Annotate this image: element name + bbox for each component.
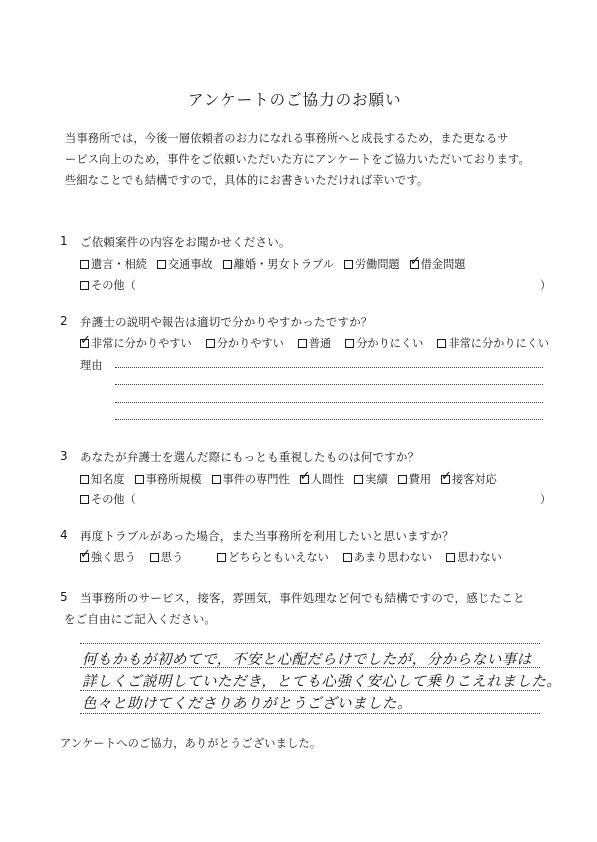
option-label: 費用 (408, 473, 432, 486)
question-number: 2 (60, 314, 68, 328)
reason-line[interactable] (115, 384, 543, 385)
reason-label: 理由 (80, 359, 103, 372)
other-label: その他（ (91, 279, 136, 292)
option-label: 交通事故 (167, 258, 213, 271)
checkbox[interactable] (150, 553, 159, 562)
checkbox-checked[interactable] (300, 475, 309, 484)
question-3-text: あなたが弁護士を選んだ際にもっとも重視したものは何ですか？ (80, 450, 420, 464)
option-label: 思わない (457, 551, 502, 564)
checkbox-checked[interactable] (80, 339, 89, 348)
question-4-options (80, 549, 512, 565)
question-number: 1 (60, 234, 68, 248)
option-agree[interactable] (150, 549, 183, 565)
option-label: 非常に分かりにくい (448, 337, 550, 350)
option-debt[interactable] (410, 256, 466, 272)
option-label: 事件の専門性 (222, 473, 290, 486)
checkbox[interactable] (80, 260, 89, 269)
other-label: その他（ (91, 493, 136, 506)
checkbox[interactable] (157, 260, 166, 269)
question-number: 3 (60, 449, 68, 463)
option-label: 強く思う (91, 551, 136, 564)
checkbox[interactable] (345, 339, 354, 348)
question-4-text: 再度トラブルがあった場合，また当事務所を利用したいと思いますか？ (80, 529, 454, 543)
option-label: 労働問題 (354, 258, 400, 271)
answer-line[interactable] (80, 713, 540, 714)
option-strongly-disagree[interactable] (446, 549, 502, 565)
option-label: 分かりやすい (216, 337, 284, 350)
option-expertise[interactable] (212, 471, 290, 487)
checkbox[interactable] (80, 475, 89, 484)
closing-text: アンケートへのご協力，ありがとうございました。 (60, 737, 322, 750)
checkbox[interactable] (437, 339, 446, 348)
checkbox[interactable] (223, 260, 232, 269)
option-neutral[interactable] (217, 549, 329, 565)
option-label: 離婚・男女トラブル (233, 258, 334, 271)
question-3-options (80, 471, 507, 487)
page-title: アンケートのご協力のお願い (188, 91, 402, 109)
option-disagree[interactable] (343, 549, 432, 565)
option-label: 非常に分かりやすい (91, 337, 192, 350)
checkbox[interactable] (80, 495, 89, 504)
question-1-other[interactable] (80, 277, 146, 293)
intro-line-2: ービス向上のため，事件をご依頼いただいた方にアンケートをご協力いただいております。 (65, 153, 530, 166)
option-label: 思う (160, 551, 184, 564)
option-divorce[interactable] (223, 256, 334, 272)
option-clear[interactable] (206, 335, 284, 351)
intro-line-1: 当事務所では，今後一層依頼者のお力になれる事務所へと成長するため，また更なるサ (65, 132, 509, 145)
option-labor[interactable] (344, 256, 400, 272)
option-traffic-accident[interactable] (157, 256, 213, 272)
handwritten-answer-line-3: 色々と助けてくださりありがとうございました。 (82, 696, 412, 712)
option-normal[interactable] (298, 335, 331, 351)
option-very-clear[interactable] (80, 335, 192, 351)
option-strongly-agree[interactable] (80, 549, 136, 565)
option-firm-size[interactable] (135, 471, 202, 487)
option-label: あまり思わない (353, 551, 433, 564)
checkbox[interactable] (217, 553, 226, 562)
option-label: 普通 (308, 337, 332, 350)
reason-line[interactable] (115, 367, 543, 368)
checkbox-checked[interactable] (410, 260, 419, 269)
checkbox[interactable] (344, 260, 353, 269)
reason-line[interactable] (115, 402, 543, 403)
option-cost[interactable] (398, 471, 431, 487)
option-label: 分かりにくい (356, 337, 424, 350)
option-label: 知名度 (91, 473, 125, 486)
other-close-paren: ） (540, 279, 552, 292)
question-number: 4 (60, 528, 68, 542)
option-customer-service[interactable] (441, 471, 497, 487)
reason-line[interactable] (115, 419, 543, 420)
option-track-record[interactable] (354, 471, 387, 487)
checkbox[interactable] (343, 553, 352, 562)
option-label: 借金問題 (420, 258, 466, 271)
checkbox[interactable] (354, 475, 363, 484)
option-inheritance[interactable] (80, 256, 147, 272)
intro-line-3: 些細なことでも結構ですので，具体的にお書きいただければ幸いです。 (65, 174, 429, 187)
option-personality[interactable] (300, 471, 345, 487)
option-very-unclear[interactable] (437, 335, 549, 351)
checkbox[interactable] (398, 475, 407, 484)
checkbox-checked[interactable] (80, 553, 89, 562)
handwritten-answer-line-1: 何もかもが初めてで，不安と心配だらけでしたが，分からない事は (82, 652, 532, 668)
option-label: どちらともいえない (228, 551, 329, 564)
checkbox[interactable] (212, 475, 221, 484)
question-2-text: 弁護士の説明や報告は適切で分かりやすかったですか？ (80, 315, 373, 329)
checkbox[interactable] (446, 553, 455, 562)
option-reputation[interactable] (80, 471, 125, 487)
question-1-options (80, 256, 476, 272)
checkbox-checked[interactable] (441, 475, 450, 484)
question-1-text: ご依頼案件の内容をお聞かせください。 (80, 235, 291, 249)
checkbox[interactable] (206, 339, 215, 348)
option-label: 人間性 (310, 473, 345, 486)
checkbox[interactable] (135, 475, 144, 484)
question-5-text-line-1: 当事務所のサービス，接客，雰囲気，事件処理など何でも結構ですので，感じたこと (80, 591, 525, 605)
checkbox[interactable] (298, 339, 307, 348)
option-label: 接客対応 (452, 473, 497, 486)
other-close-paren: ） (540, 493, 552, 506)
option-label: 遺言・相続 (91, 258, 147, 271)
option-label: 実績 (365, 473, 388, 486)
option-label: 事務所規模 (145, 473, 202, 486)
option-unclear[interactable] (345, 335, 423, 351)
question-3-other[interactable] (80, 491, 146, 507)
checkbox[interactable] (80, 281, 89, 290)
handwritten-answer-line-2: 詳しくご説明していただき，とても心強く安心して乗りこえれました。 (82, 674, 562, 690)
answer-line[interactable] (80, 643, 540, 644)
question-2-options (80, 335, 559, 351)
question-number: 5 (60, 590, 68, 604)
question-5-text-line-2: をご自由にご記入ください。 (64, 612, 217, 626)
